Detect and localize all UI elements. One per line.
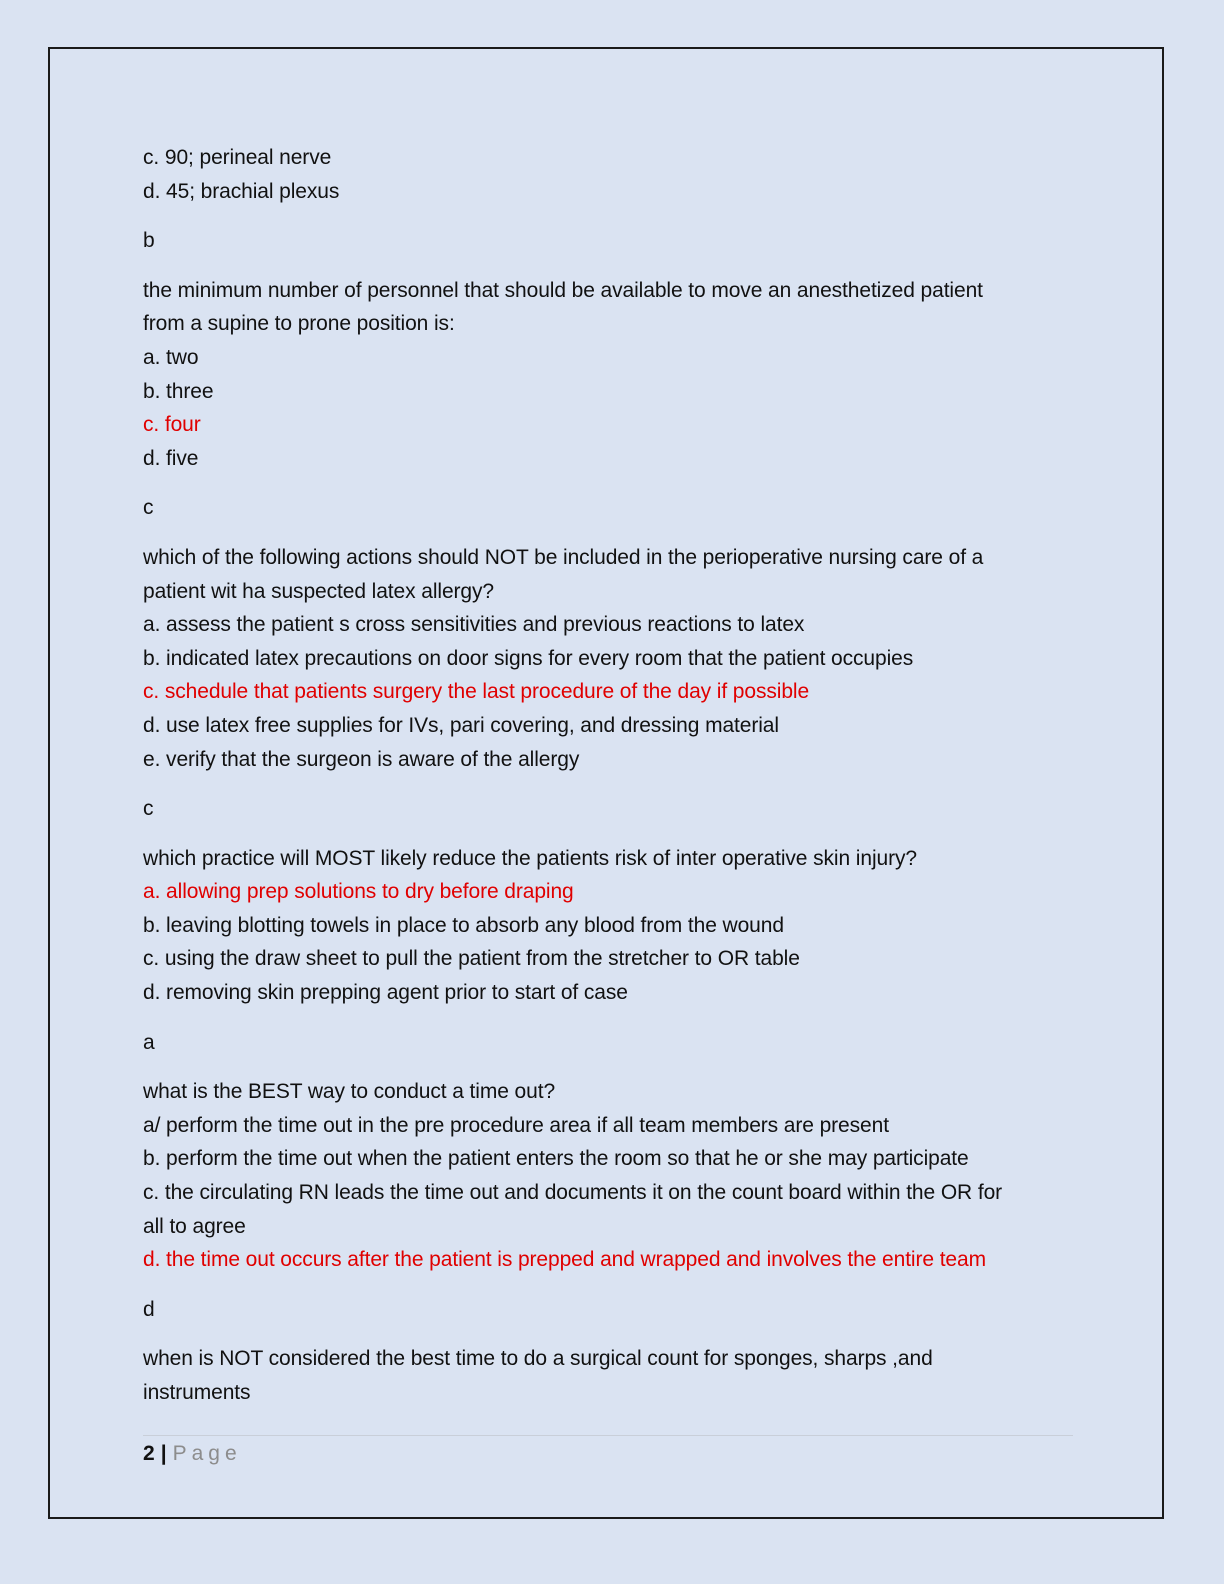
text-line: which practice will MOST likely reduce the patients risk of inter operative skin injury? [143,846,917,870]
paragraph-spacer [143,1326,1078,1342]
paragraph-spacer [143,258,1078,274]
text-line: a [143,1030,155,1054]
answer-line-highlighted: d. the time out occurs after the patient is prepped and wrapped and involves the entire team [143,1248,986,1272]
text-line: c. using the draw sheet to pull the patient from the stretcher to OR table [143,947,800,971]
text-line: d. removing skin prepping agent prior to start of case [143,981,628,1005]
text-line: the minimum number of personnel that should be available to move an anesthetized patient [143,278,983,302]
text-line: d. use latex free supplies for IVs, pari covering, and dressing material [143,713,779,737]
text-line: c [143,496,154,520]
text-line: b. leaving blotting towels in place to absorb any blood from the wound [143,913,784,937]
text-line: from a supine to prone position is: [143,312,455,336]
text-line: b. indicated latex precautions on door signs for every room that the patient occupies [143,646,914,670]
text-line: a. assess the patient s cross sensitivities and previous reactions to latex [143,613,805,637]
answer-line-highlighted: a. allowing prep solutions to dry before draping [143,880,574,904]
paragraph-spacer [143,826,1078,842]
paragraph-spacer [143,208,1078,224]
page-footer [143,1440,242,1468]
text-line: d. 45; brachial plexus [143,179,340,203]
text-line: b. perform the time out when the patient enters the room so that he or she may participate [143,1147,969,1171]
text-line: patient wit ha suspected latex allergy? [143,579,494,603]
footer-separator: | [160,1442,167,1465]
text-line: b [143,229,155,253]
answer-line-highlighted: c. four [143,413,201,437]
text-line: a. two [143,345,199,369]
text-line: which of the following actions should NOT be included in the perioperative nursing care of a [143,545,984,569]
text-line: instruments [143,1381,251,1404]
paragraph-spacer [143,1059,1078,1075]
footer-divider [143,1435,1073,1436]
text-line: e. verify that the surgeon is aware of the allergy [143,747,580,771]
paragraph-spacer [143,776,1078,792]
text-line: c. 90; perineal nerve [143,146,332,169]
page-label: Page [172,1442,242,1465]
paragraph-spacer [143,1010,1078,1026]
text-line: d. five [143,446,199,470]
text-line: what is the BEST way to conduct a time out? [143,1080,556,1104]
paragraph-spacer [143,1277,1078,1293]
text-line: c [143,797,154,821]
paragraph-spacer [143,475,1078,491]
text-line: a/ perform the time out in the pre procedure area if all team members are present [143,1113,889,1137]
text-line: when is NOT considered the best time to do a surgical count for sponges, sharps ,and [143,1347,933,1371]
text-line: all to agree [143,1214,246,1238]
text-line: d [143,1297,155,1321]
page-number: 2 [143,1442,155,1465]
text-line: c. the circulating RN leads the time out and documents it on the count board within the OR for [143,1181,1003,1205]
answer-line-highlighted: c. schedule that patients surgery the last procedure of the day if possible [143,680,810,704]
document-body [143,141,1078,1410]
text-line: b. three [143,379,214,403]
paragraph-spacer [143,525,1078,541]
